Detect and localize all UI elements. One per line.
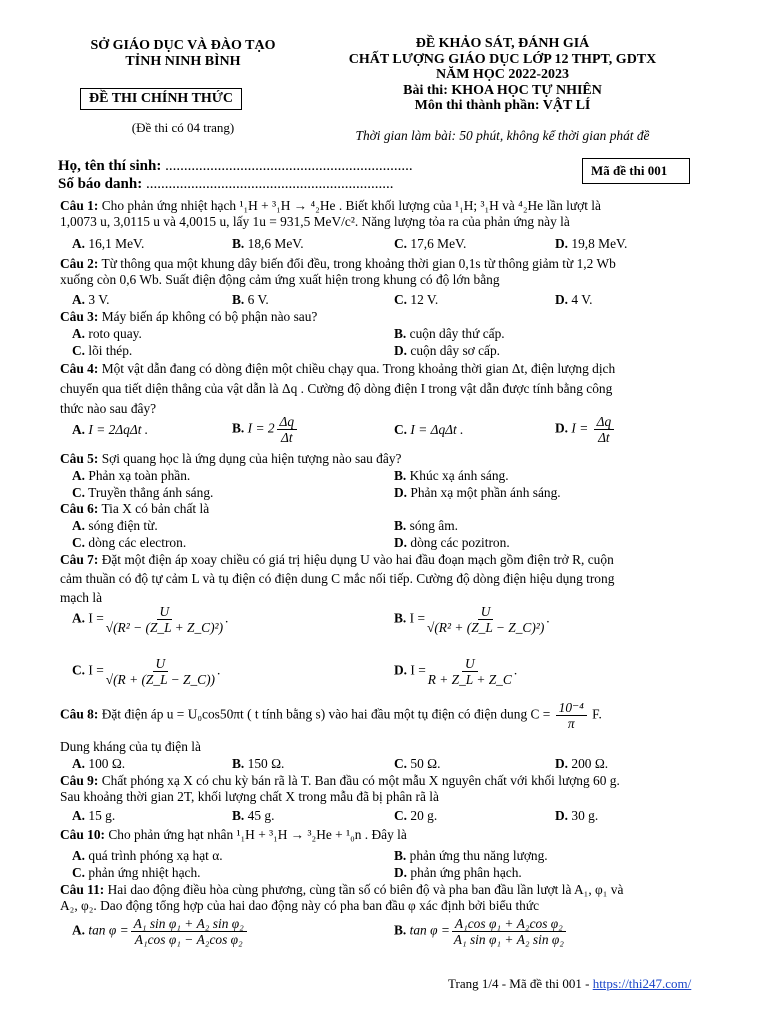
question-3: Câu 3: Máy biến áp không có bộ phận nào sau? (60, 309, 318, 324)
q2-option-c[interactable]: C. 12 V. (394, 292, 439, 307)
q3-option-c[interactable]: C. lõi thép. (72, 343, 133, 358)
department-name: SỞ GIÁO DỤC VÀ ĐÀO TẠO (90, 38, 276, 53)
q9-option-b[interactable]: B. 45 g. (232, 808, 275, 823)
q8-option-b[interactable]: B. 150 Ω. (232, 756, 285, 771)
exam-code-box: Mã đề thi 001 (582, 158, 690, 184)
q11-option-a[interactable]: A. tan φ = $\frac{\text{A₁ sin φ₁ + A₂ sin φ₂}}{\text{A₁cos φ₁ − A₂cos φ₂}}$ (72, 916, 249, 947)
id-label: Số báo danh: (58, 176, 146, 192)
q2-option-b[interactable]: B. 6 V. (232, 292, 269, 307)
q10-option-d[interactable]: D. phản ứng phân hạch. (394, 865, 522, 880)
q5-option-d[interactable]: D. Phản xạ một phần ánh sáng. (394, 485, 561, 500)
question-8: Câu 8: Đặt điện áp u = U₀cos50πt ( t tính bằng s) vào hai đầu một tụ điện có điện dung C = $\frac{\text{10⁻⁴}}{\pi}$ F. (60, 700, 602, 731)
page-count: (Đề thi có 04 trang) (131, 120, 235, 135)
q1-option-b[interactable]: B. 18,6 MeV. (232, 236, 304, 251)
component-subject: Môn thi thành phần: VẬT LÍ (414, 98, 591, 113)
official-exam-box: ĐỀ THI CHÍNH THỨC (80, 88, 242, 110)
question-7: Câu 7: Đặt một điện áp xoay chiều có giá trị hiệu dụng U vào hai đầu đoạn mạch gồm điện trở R, cuộn cảm thuần có độ tự cảm L và tụ điện có điện dung C mắc nối tiếp. Cường độ dòng điện hiệu dụng trong mạch là (60, 552, 615, 605)
question-5: Câu 5: Sợi quang học là ứng dụng của hiện tượng nào sau đây? (60, 451, 402, 466)
q3-option-a[interactable]: A. roto quay. (72, 326, 142, 341)
q11-option-b[interactable]: B. tan φ = $\frac{\text{A₁cos φ₁ + A₂cos φ₂}}{\text{A₁ sin φ₁ + A₂ sin φ₂}}$ (394, 916, 564, 947)
time-limit: Thời gian làm bài: 50 phút, không kể thời gian phát đề (355, 128, 650, 143)
q6-option-b[interactable]: B. sóng âm. (394, 518, 458, 533)
q10-option-b[interactable]: B. phản ứng thu năng lượng. (394, 848, 548, 863)
q4-option-d[interactable]: D. I = $\frac{\Delta q}{\Delta t}$ (555, 414, 616, 445)
q8-option-c[interactable]: C. 50 Ω. (394, 756, 441, 771)
q1-option-a[interactable]: A. 16,1 MeV. (72, 236, 145, 251)
q3-option-d[interactable]: D. cuộn dây sơ cấp. (394, 343, 501, 358)
question-6: Câu 6: Tia X có bản chất là (60, 501, 210, 516)
exam-quality: CHẤT LƯỢNG GIÁO DỤC LỚP 12 THPT, GDTX (348, 51, 657, 67)
q4-option-c[interactable]: C. I = ΔqΔt . (394, 422, 464, 437)
q5-option-b[interactable]: B. Khúc xạ ánh sáng. (394, 468, 509, 483)
exam-title: ĐỀ KHẢO SÁT, ĐÁNH GIÁ (415, 36, 590, 51)
q5-option-a[interactable]: A. Phản xạ toàn phần. (72, 468, 191, 483)
q6-option-c[interactable]: C. dòng các electron. (72, 535, 187, 550)
q3-option-b[interactable]: B. cuộn dây thứ cấp. (394, 326, 505, 341)
q7-option-c[interactable]: C. I = $\frac{U}{√(R + (Z\_L - Z\_C))}$ . (72, 656, 221, 687)
id-field: .................................................................. (145, 176, 394, 192)
q1-option-d[interactable]: D. 19,8 MeV. (555, 236, 628, 251)
exam-subject: Bài thi: KHOA HỌC TỰ NHIÊN (403, 82, 602, 98)
q9-option-d[interactable]: D. 30 g. (555, 808, 599, 823)
footer-link[interactable]: https://thi247.com/ (592, 976, 692, 991)
q7-option-b[interactable]: B. I = $\frac{U}{\text{√(R² + (Z\_L − Z\_C)²)}}$ . (394, 604, 550, 635)
q8-option-d[interactable]: D. 200 Ω. (555, 756, 609, 771)
student-info (58, 157, 413, 193)
page-footer (448, 976, 691, 992)
question-8-line-2: Dung kháng của tụ điện là (60, 739, 201, 754)
province-name: TỈNH NINH BÌNH (125, 54, 241, 69)
q5-option-c[interactable]: C. Truyền thẳng ánh sáng. (72, 485, 214, 500)
question-9: Câu 9: Chất phóng xạ X có chu kỳ bán rã là T. Ban đầu có một mẫu X nguyên chất với khối lượng 60 g. Sau khoảng thời gian 2T, khối lượng chất X trong mẫu đã bị phân rã là (60, 773, 620, 804)
q1-option-c[interactable]: C. 17,6 MeV. (394, 236, 467, 251)
q10-option-c[interactable]: C. phản ứng nhiệt hạch. (72, 865, 201, 880)
q9-option-a[interactable]: A. 15 g. (72, 808, 116, 823)
q7-option-d[interactable]: D. I = $\frac{U}{R + Z\_L + Z\_C}$ . (394, 656, 518, 687)
q6-option-d[interactable]: D. dòng các pozitron. (394, 535, 510, 550)
q2-option-d[interactable]: D. 4 V. (555, 292, 593, 307)
q4-option-a[interactable]: A. I = 2ΔqΔt . (72, 422, 149, 437)
question-10: Câu 10: Cho phản ứng hạt nhân ¹₁H + ³₁H → ³₂He + ¹₀n . Đây là (60, 827, 407, 842)
q8-option-a[interactable]: A. 100 Ω. (72, 756, 126, 771)
school-year: NĂM HỌC 2022-2023 (436, 67, 569, 82)
q4-option-b[interactable]: B. I = 2 $\frac{\Delta q}{\Delta t}$ (232, 414, 299, 445)
q2-option-a[interactable]: A. 3 V. (72, 292, 110, 307)
question-11: Câu 11: Hai dao động điều hòa cùng phương, cùng tần số có biên độ và pha ban đầu lần lượt là A₁, φ₁ và A₂, φ₂. Dao động tổng hợp của hai dao động này có pha ban đầu φ xác định bởi biểu thức (60, 882, 624, 913)
question-4: Câu 4: Một vật dẫn đang có dòng điện một chiều chạy qua. Trong khoảng thời gian Δt, điện lượng dịch chuyển qua tiết diện thẳng của vật dẫn là Δq . Cường độ dòng điện I trong vật dẫn được tính bằng công thức nào sau đây? (60, 361, 616, 416)
q7-option-a[interactable]: A. I = $\frac{U}{\text{√(R² − (Z\_L + Z\_C)²)}}$ . (72, 604, 229, 635)
question-1: Câu 1: Cho phản ứng nhiệt hạch ¹₁H + ³₁H → ⁴₂He . Biết khối lượng của ¹₁H; ³₁H và ⁴₂He lần lượt là 1,0073 u, 3,0115 u và 4,0015 u, lấy 1u = 931,5 MeV/c². Năng lượng tỏa ra của phản ứng này là (60, 198, 601, 229)
name-field: .................................................................. (165, 158, 413, 174)
q10-option-a[interactable]: A. quá trình phóng xạ hạt α. (72, 848, 223, 863)
name-label: Họ, tên thí sinh: (58, 158, 166, 174)
q6-option-a[interactable]: A. sóng điện từ. (72, 518, 158, 533)
q9-option-c[interactable]: C. 20 g. (394, 808, 438, 823)
question-2: Câu 2: Từ thông qua một khung dây biến đổi đều, trong khoảng thời gian 0,1s từ thông giảm từ 1,2 Wb xuống còn 0,6 Wb. Suất điện động cảm ứng xuất hiện trong khung có độ lớn bằng (60, 256, 616, 287)
header-left (58, 38, 308, 70)
header-right (305, 36, 700, 114)
footer-text: Trang 1/4 - Mã đề thi 001 - (448, 976, 593, 991)
